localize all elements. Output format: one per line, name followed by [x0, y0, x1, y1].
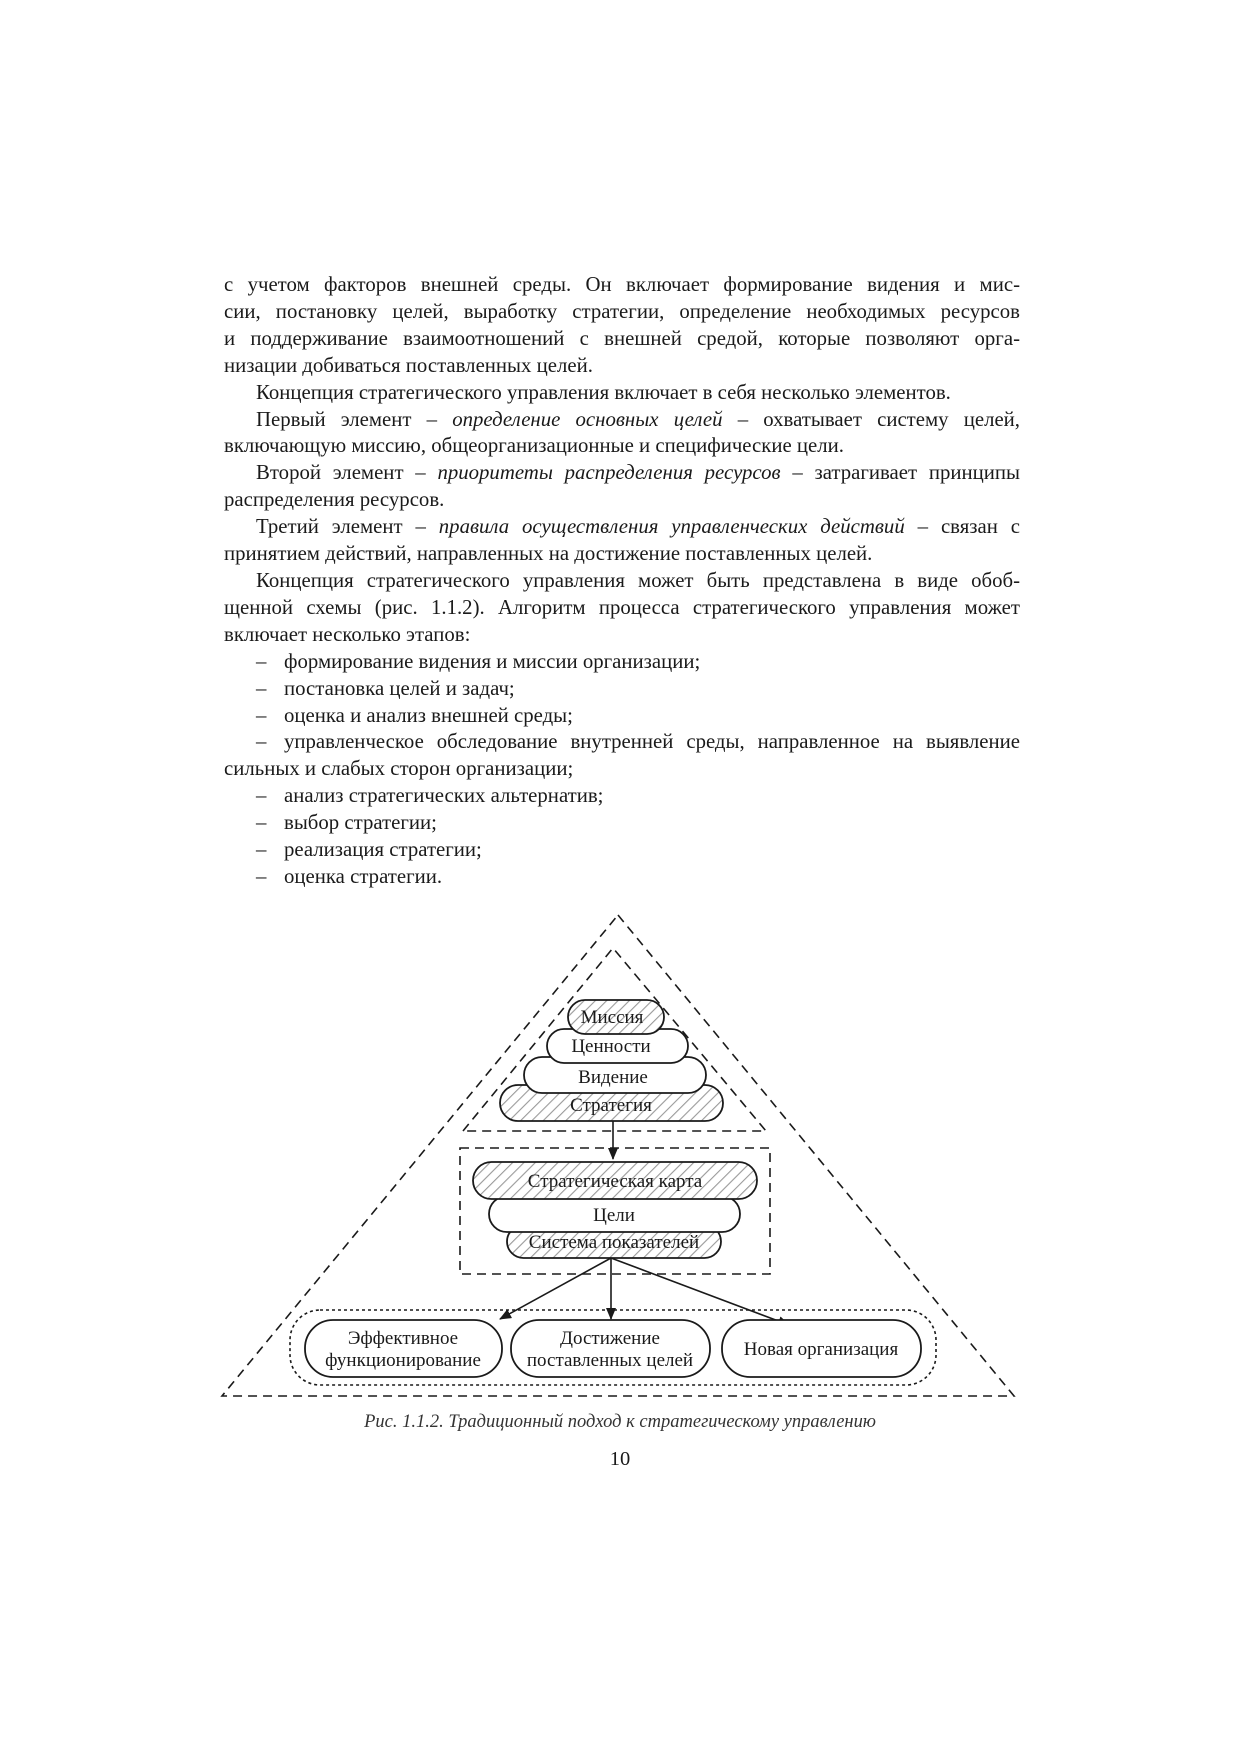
paragraph-2: Концепция стратегического управления включает в себя несколько элементов. [256, 380, 951, 404]
strategy-map-label: Стратегическая карта [527, 1171, 703, 1192]
third-element-term: правила осуществления управленческих действий [438, 515, 905, 539]
second-element-term: приоритеты распределения ресурсов [437, 461, 781, 485]
outcome-effective-line-2: функционирование [325, 1350, 481, 1371]
first-element-term: определение основных целей [452, 407, 723, 431]
figure-caption: Рис. 1.1.2. Традиционный подход к стратегическому управлению [364, 1412, 876, 1432]
paragraph-5: Третий элемент – правила осуществления управленческих действий – связан с принятием действий, направленных на достижение поставленных целей. [224, 515, 1020, 566]
list-item: – оценка и анализ внешней среды; [256, 703, 573, 727]
list-item: – формирование видения и миссии организации; [256, 649, 701, 673]
paragraph-6-line-1: Концепция стратегического управления может быть представлена в виде обоб- [256, 568, 1020, 592]
strategy-label: Стратегия [570, 1095, 652, 1116]
outcome-achievement-line-1: Достижение [560, 1328, 660, 1349]
outcome-achievement-line-2: поставленных целей [526, 1350, 694, 1371]
goals-label: Цели [593, 1205, 635, 1226]
paragraph-3: Первый элемент – определение основных целей – охватывает систему целей, включающую миссию, общеорганизационные и специфические цели. [224, 407, 1021, 458]
paragraph-4: Второй элемент – приоритеты распределения ресурсов – затрагивает принципы распределения ресурсов. [224, 461, 1021, 512]
list-item: – постановка целей и задач; [256, 676, 515, 700]
outcome-effective-line-1: Эффективное [347, 1328, 459, 1349]
outcome-new-org-label: Новая организация [743, 1339, 899, 1360]
list-item: – анализ стратегических альтернатив; [256, 784, 604, 808]
paragraph-1-line-4: низации добиваться поставленных целей. [224, 353, 593, 377]
paragraph-1-line-1: с учетом факторов внешней среды. Он включает формирование видения и мис- [224, 273, 1020, 296]
list-item: – управленческое обследование внутренней среды, направленное на выявление сильных и слабых сторон организации; [224, 730, 1020, 781]
paragraph-6-line-2: щенной схемы (рис. 1.1.2). Алгоритм процесса стратегического управления может [224, 595, 1020, 619]
mission-label: Миссия [580, 1007, 644, 1028]
values-label: Ценности [571, 1036, 651, 1057]
indicators-label: Система показателей [528, 1232, 700, 1253]
page-number: 10 [609, 1448, 631, 1470]
list-item: – оценка стратегии. [256, 864, 443, 888]
list-item: – реализация стратегии; [256, 838, 482, 862]
arrow-to-outcome-3 [611, 1258, 789, 1325]
vision-label: Видение [578, 1067, 648, 1088]
list-item: – выбор стратегии; [256, 811, 437, 835]
paragraph-6-line-3: включает несколько этапов: [224, 622, 471, 646]
paragraph-1-line-3: и поддерживание взаимоотношений с внешней средой, которые позволяют орга- [224, 326, 1020, 350]
paragraph-1-line-2: сии, постановку целей, выработку стратегии, определение необходимых ресурсов [224, 299, 1020, 323]
